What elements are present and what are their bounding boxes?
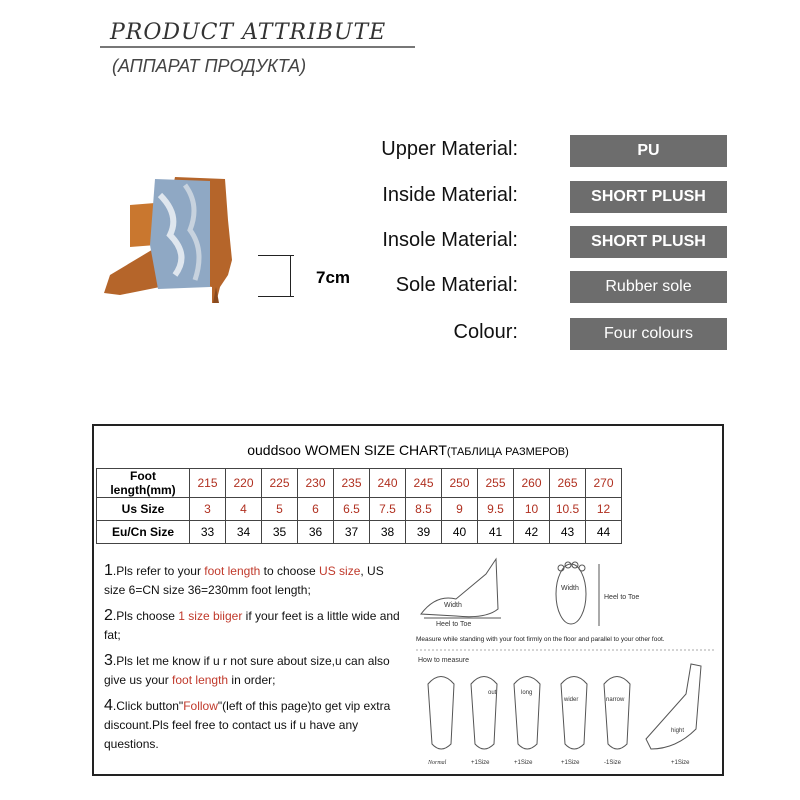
table-cell: 12 xyxy=(586,498,622,521)
table-cell: 43 xyxy=(550,521,586,544)
table-row xyxy=(97,469,622,498)
note-text: .Pls choose xyxy=(112,609,179,623)
note-highlight: foot length xyxy=(204,564,261,578)
foot-type-icons xyxy=(428,664,701,749)
attr-label: Upper Material: xyxy=(381,138,518,160)
attr-value: PU xyxy=(570,135,727,167)
table-cell: 215 xyxy=(190,469,226,498)
note-1 xyxy=(104,561,404,600)
caption-size: +1Size xyxy=(514,760,533,766)
label-hight: hight xyxy=(671,728,685,734)
note-text: "(left of this page)to get vip extra discount.Pls feel free to contact us if u have any questions. xyxy=(104,699,391,751)
table-cell: 265 xyxy=(550,469,586,498)
header-title: PRODUCT ATTRIBUTE xyxy=(110,20,387,45)
table-cell: 37 xyxy=(334,521,370,544)
note-highlight: 1 size biiger xyxy=(178,609,243,623)
measure-instruction: Measure while standing with your foot firmly on the floor and parallel to your other foot. xyxy=(416,636,665,643)
table-row xyxy=(97,498,622,521)
attr-sole xyxy=(360,271,730,303)
note-text: .Pls let me know if u r not sure about size,u can also give us your xyxy=(104,654,390,687)
note-number: 3 xyxy=(104,652,113,669)
measure-diagram xyxy=(416,554,716,769)
note-number: 1 xyxy=(104,562,113,579)
table-cell: 4 xyxy=(226,498,262,521)
size-chart-title-ru: (ТАБЛИЦА РАЗМЕРОВ) xyxy=(446,446,569,458)
table-cell: 10.5 xyxy=(550,498,586,521)
note-4 xyxy=(104,696,404,754)
table-cell: 33 xyxy=(190,521,226,544)
attr-colour xyxy=(360,318,730,350)
header-underline xyxy=(100,46,415,48)
note-text: , US size 6=CN size 36=230mm foot length; xyxy=(104,564,384,597)
attr-value: SHORT PLUSH xyxy=(570,181,727,213)
caption-size: +1Size xyxy=(471,760,490,766)
attr-value: Rubber sole xyxy=(570,271,727,303)
foot-side-icon xyxy=(421,559,501,618)
attr-label: Inside Material: xyxy=(382,184,518,206)
size-notes xyxy=(104,561,404,760)
attr-label: Colour: xyxy=(453,321,518,343)
label-out: out xyxy=(488,690,497,696)
table-row xyxy=(97,521,622,544)
label-wider: wider xyxy=(564,697,579,703)
caption-size: +1Size xyxy=(561,760,580,766)
table-cell: 38 xyxy=(370,521,406,544)
note-2 xyxy=(104,606,404,645)
label-narrow: narrow xyxy=(606,697,625,703)
attr-label: Insole Material: xyxy=(382,229,518,251)
attr-insole xyxy=(360,226,730,258)
table-cell: 40 xyxy=(442,521,478,544)
note-text: .Click button" xyxy=(112,699,184,713)
table-cell: 6.5 xyxy=(334,498,370,521)
width-label: Width xyxy=(444,602,462,609)
how-to-measure: How to measure xyxy=(418,657,469,664)
table-cell: 3 xyxy=(190,498,226,521)
table-cell: 255 xyxy=(478,469,514,498)
table-cell: 260 xyxy=(514,469,550,498)
measure-bracket xyxy=(258,255,294,297)
table-cell: 34 xyxy=(226,521,262,544)
table-cell: 270 xyxy=(586,469,622,498)
heel-height: 7cm xyxy=(316,268,351,287)
follow-link[interactable]: Follow xyxy=(183,699,218,713)
table-cell: 35 xyxy=(262,521,298,544)
heel-to-toe-label-2: Heel to Toe xyxy=(604,594,640,601)
size-chart xyxy=(92,424,724,776)
table-cell: 9 xyxy=(442,498,478,521)
heel-to-toe-label: Heel to Toe xyxy=(436,621,472,628)
table-cell: 7.5 xyxy=(370,498,406,521)
boot-image xyxy=(100,175,250,310)
note-3 xyxy=(104,651,404,690)
size-table xyxy=(96,468,622,544)
table-cell: 6 xyxy=(298,498,334,521)
width-label-2: Width xyxy=(561,585,579,592)
row-header: Foot length(mm) xyxy=(97,469,190,498)
note-number: 2 xyxy=(104,607,113,624)
note-text: to choose xyxy=(260,564,320,578)
table-cell: 41 xyxy=(478,521,514,544)
table-cell: 250 xyxy=(442,469,478,498)
attr-label: Sole Material: xyxy=(395,274,518,296)
table-cell: 225 xyxy=(262,469,298,498)
caption-size: -1Size xyxy=(604,760,622,766)
header-subtitle: (АППАРАТ ПРОДУКТА) xyxy=(112,56,307,76)
attr-value: Four colours xyxy=(570,318,727,350)
caption-normal: Normal xyxy=(428,760,447,766)
table-cell: 9.5 xyxy=(478,498,514,521)
table-cell: 10 xyxy=(514,498,550,521)
table-cell: 235 xyxy=(334,469,370,498)
table-cell: 42 xyxy=(514,521,550,544)
row-header: Us Size xyxy=(97,498,190,521)
label-long: long xyxy=(521,690,533,696)
attr-value: SHORT PLUSH xyxy=(570,226,727,258)
note-number: 4 xyxy=(104,697,113,714)
note-highlight: US size xyxy=(319,564,361,578)
table-cell: 220 xyxy=(226,469,262,498)
note-text: .Pls refer to your xyxy=(112,564,205,578)
table-cell: 240 xyxy=(370,469,406,498)
table-cell: 230 xyxy=(298,469,334,498)
attr-upper xyxy=(360,135,730,167)
table-cell: 5 xyxy=(262,498,298,521)
table-cell: 36 xyxy=(298,521,334,544)
size-chart-title xyxy=(94,442,722,458)
caption-size: +1Size xyxy=(671,760,690,766)
table-cell: 245 xyxy=(406,469,442,498)
table-cell: 44 xyxy=(586,521,622,544)
size-chart-title-text: ouddsoo WOMEN SIZE CHART xyxy=(247,442,447,458)
note-text: in order; xyxy=(228,673,276,687)
attr-inside xyxy=(360,181,730,213)
table-cell: 8.5 xyxy=(406,498,442,521)
foot-top-icon xyxy=(556,562,599,626)
note-highlight: foot length xyxy=(172,673,229,687)
table-cell: 39 xyxy=(406,521,442,544)
note-text: if your feet is a little wide and fat; xyxy=(104,609,400,642)
measure-line xyxy=(290,255,291,297)
row-header: Eu/Cn Size xyxy=(97,521,190,544)
